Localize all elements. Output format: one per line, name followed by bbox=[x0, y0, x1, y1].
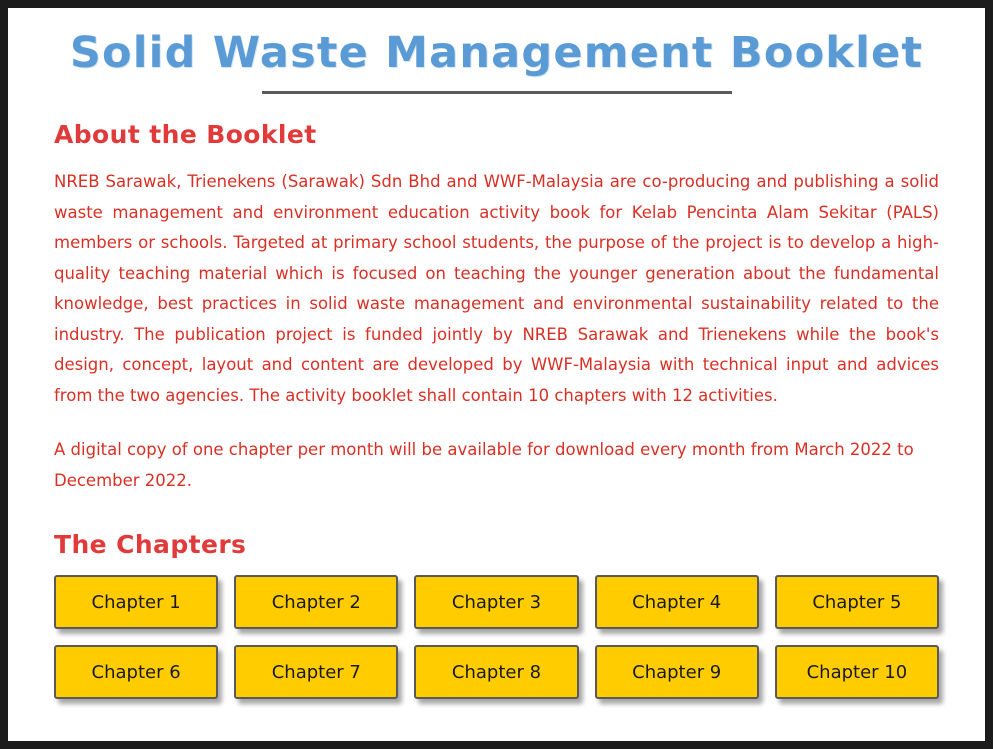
chapter-button-5[interactable]: Chapter 5 bbox=[775, 575, 939, 629]
about-paragraph-1: NREB Sarawak, Trienekens (Sarawak) Sdn Bhd and WWF-Malaysia are co-producing and publishing a solid waste management and environment education activity book for Kelab Pencinta Alam Sekitar (PALS) members or schools. Targeted at primary school students, the purpose of the project is to develop a high-quality teaching material which is focused on teaching the younger generation about the fundamental knowledge, best practices in solid waste management and environmental sustainability related to the industry. The publication project is funded jointly by NREB Sarawak and Trienekens while the book's design, concept, layout and content are developed by WWF-Malaysia with technical input and advices from the two agencies. The activity booklet shall contain 10 chapters with 12 activities. bbox=[54, 172, 939, 405]
about-paragraph-2: A digital copy of one chapter per month will be available for download every month from March 2022 to December 2022. bbox=[54, 440, 914, 490]
chapter-button-7[interactable]: Chapter 7 bbox=[234, 645, 398, 699]
chapter-button-4[interactable]: Chapter 4 bbox=[595, 575, 759, 629]
chapter-button-3[interactable]: Chapter 3 bbox=[414, 575, 578, 629]
chapter-button-6[interactable]: Chapter 6 bbox=[54, 645, 218, 699]
chapter-button-10[interactable]: Chapter 10 bbox=[775, 645, 939, 699]
chapter-button-9[interactable]: Chapter 9 bbox=[595, 645, 759, 699]
document-content bbox=[8, 94, 985, 699]
chapter-button-1[interactable]: Chapter 1 bbox=[54, 575, 218, 629]
chapter-button-grid bbox=[54, 575, 939, 699]
document-page bbox=[8, 8, 985, 741]
title-block bbox=[8, 8, 985, 94]
chapter-button-2[interactable]: Chapter 2 bbox=[234, 575, 398, 629]
chapters-section-heading: The Chapters bbox=[54, 530, 247, 560]
page-title: Solid Waste Management Booklet bbox=[69, 28, 924, 78]
chapter-button-8[interactable]: Chapter 8 bbox=[414, 645, 578, 699]
about-section-heading: About the Booklet bbox=[54, 120, 317, 150]
